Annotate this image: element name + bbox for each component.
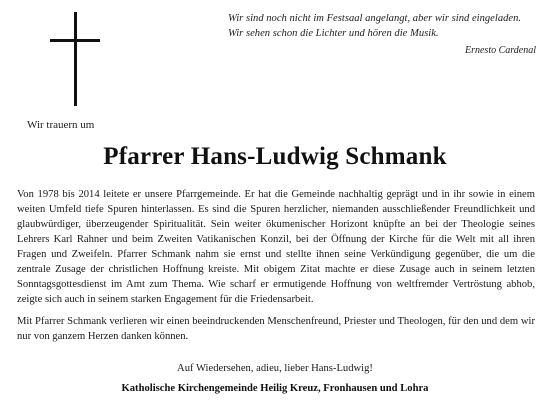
body-paragraph: Mit Pfarrer Schmank verlieren wir einen beeindruckenden Menschenfreund, Priester und Theologen, für den und dem wir nur von ganzem Herzen danken können. (17, 316, 535, 342)
obituary-body (17, 187, 535, 344)
farewell-line: Auf Wiedersehen, adieu, lieber Hans-Ludwig! (177, 363, 373, 374)
epigraph-quote (228, 11, 536, 58)
quote-line: Wir sehen schon die Lichter und hören die Musik. (228, 28, 439, 39)
cross-horizontal-bar (50, 39, 100, 42)
quote-line: Wir sind noch nicht im Festsaal angelangt, aber wir sind eingeladen. (228, 13, 522, 24)
cross-vertical-bar (74, 12, 77, 106)
quote-author: Ernesto Cardenal (464, 45, 536, 56)
cross-icon (50, 12, 100, 106)
signature-line: Katholische Kirchengemeinde Heilig Kreuz, Fronhausen und Lohra (121, 383, 429, 394)
body-paragraph: Von 1978 bis 2014 leitete er unsere Pfarrgemeinde. Er hat die Gemeinde nachhaltig geprägt und in ihr sowie in einem weiten Umfeld tiefe Spuren hinterlassen. Es sind die Spuren herzlicher, niemanden ausschließender Freundlichkeit und glaubwürdiger, überzeugender Spiritualität. Sein weiter ökumenischer Horizont knüpfte an bei der Theologie seines Lehrers Karl Rahner und beim Zweiten Vatikanischen Konzil, bei der Öffnung der Kirche für die Welt mit all ihren Fragen und Zweifeln. Pfarrer Schmank nahm sie ernst und stellte ihnen seine Verkündigung gegenüber, die um die zentrale Zusage der christlichen Hoffnung kreiste. Mit obigem Zitat machte er diese Zusage auch in seinem letzten Sonntagsgottesdienst im Amt zum Thema. Wie scharf er ermutigende Hoffnung von weltfremder Vertröstung abhob, zeigte sich auch in seinem starken Engagement für die Friedensarbeit. (17, 189, 535, 305)
intro-text: Wir trauern um (27, 119, 95, 131)
deceased-name: Pfarrer Hans-Ludwig Schmank (103, 143, 447, 170)
